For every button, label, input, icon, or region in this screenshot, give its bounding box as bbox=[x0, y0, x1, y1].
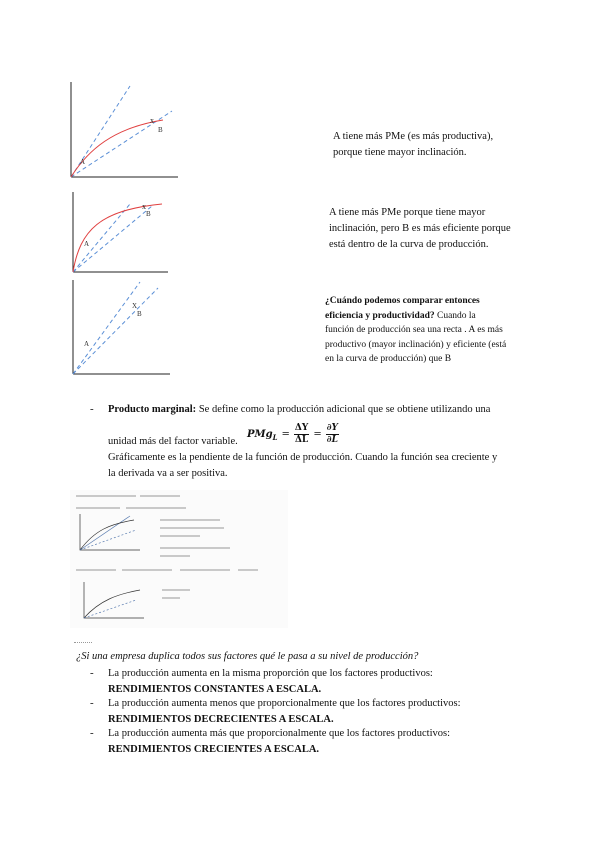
formula-num: ΔY bbox=[294, 422, 309, 433]
formula-lhs-sub: L bbox=[272, 432, 278, 442]
marginal-title: Producto marginal: bbox=[108, 404, 197, 415]
separator-mark bbox=[74, 642, 92, 643]
note-3-line: productivo (mayor inclinación) y eficiente (está bbox=[325, 339, 507, 350]
marginal-graph-line: Gráficamente es la pendiente de la función de producción. Cuando la función sea creciente y bbox=[108, 452, 498, 463]
formula-fraction-delta bbox=[294, 423, 309, 446]
formula-num: ∂Y bbox=[326, 422, 338, 433]
formula-den: ∂L bbox=[326, 434, 338, 445]
graph-pme-comparison-2 bbox=[70, 190, 170, 276]
marginal-graph-line: la derivada va a ser positiva. bbox=[108, 468, 228, 479]
formula-equals-2: = bbox=[313, 428, 322, 440]
ray-b bbox=[73, 288, 158, 374]
marginal-line-2: unidad más del factor variable. bbox=[108, 436, 238, 447]
note-3-question: ¿Cuándo podemos comparar entonces bbox=[325, 296, 480, 306]
list-dash: - bbox=[90, 727, 94, 739]
note-2-line: inclinación, pero B es más eficiente porque bbox=[329, 223, 511, 234]
note-3-line: en la curva de producción) que B bbox=[325, 354, 452, 364]
note-1-line: porque tiene mayor inclinación. bbox=[333, 147, 467, 158]
note-1 bbox=[333, 129, 493, 161]
scale-question: ¿Si una empresa duplica todos sus factores qué le pasa a su nivel de producción? bbox=[76, 651, 419, 662]
scale-item-text: La producción aumenta en la misma proporción que los factores productivos: bbox=[108, 668, 433, 679]
label-a: A bbox=[84, 340, 90, 348]
note-1-line: A tiene más PMe (es más productiva), bbox=[333, 131, 494, 142]
marginal-definition-text: Se define como la producción adicional que se obtiene utilizando una bbox=[196, 404, 491, 415]
handwritten-notes-image bbox=[70, 490, 288, 628]
note-3-question-cont: eficiencia y productividad? bbox=[325, 310, 435, 321]
scale-item-text: La producción aumenta menos que proporcionalmente que los factores productivos: bbox=[108, 698, 461, 709]
formula-fraction-partial bbox=[326, 423, 339, 446]
formula-den: ΔL bbox=[294, 434, 309, 445]
scale-item-text: La producción aumenta más que proporcionalmente que los factores productivos: bbox=[108, 728, 451, 739]
note-3 bbox=[325, 294, 506, 367]
scale-item-label: RENDIMIENTOS DECRECIENTES A ESCALA. bbox=[108, 714, 334, 725]
formula-equals: = bbox=[281, 428, 290, 440]
scale-item-label: RENDIMIENTOS CONSTANTES A ESCALA. bbox=[108, 684, 322, 695]
label-b: B bbox=[146, 210, 151, 218]
label-x-mark: x bbox=[150, 116, 154, 125]
formula-lhs: PMg bbox=[247, 428, 273, 440]
ray-a bbox=[73, 282, 140, 374]
scale-item-constant bbox=[108, 666, 538, 698]
list-dash: - bbox=[90, 697, 94, 709]
scale-item-increasing bbox=[108, 726, 538, 758]
note-2-line: está dentro de la curva de producción. bbox=[329, 239, 489, 250]
ray-a bbox=[73, 204, 130, 272]
note-3-line: Cuando la bbox=[434, 310, 476, 321]
list-dash: - bbox=[90, 403, 94, 415]
scale-item-decreasing bbox=[108, 696, 538, 728]
label-b: B bbox=[137, 310, 142, 318]
list-dash: - bbox=[90, 667, 94, 679]
label-b: B bbox=[158, 126, 163, 134]
marginal-formula bbox=[247, 418, 339, 450]
label-x-mark: X bbox=[132, 302, 138, 310]
scale-item-label: RENDIMIENTOS CRECIENTES A ESCALA. bbox=[108, 744, 320, 755]
graph-pme-comparison-1 bbox=[68, 80, 180, 182]
note-3-line: función de producción sea una recta . A es más bbox=[325, 325, 503, 335]
note-2 bbox=[329, 205, 511, 253]
graph-efficiency-productivity bbox=[70, 278, 172, 378]
marginal-definition bbox=[108, 402, 528, 418]
marginal-graph-text bbox=[108, 450, 538, 482]
label-x-mark: x bbox=[142, 202, 146, 211]
note-2-line: A tiene más PMe porque tiene mayor bbox=[329, 207, 486, 218]
label-a: A bbox=[84, 240, 90, 248]
label-a: A bbox=[80, 158, 86, 166]
